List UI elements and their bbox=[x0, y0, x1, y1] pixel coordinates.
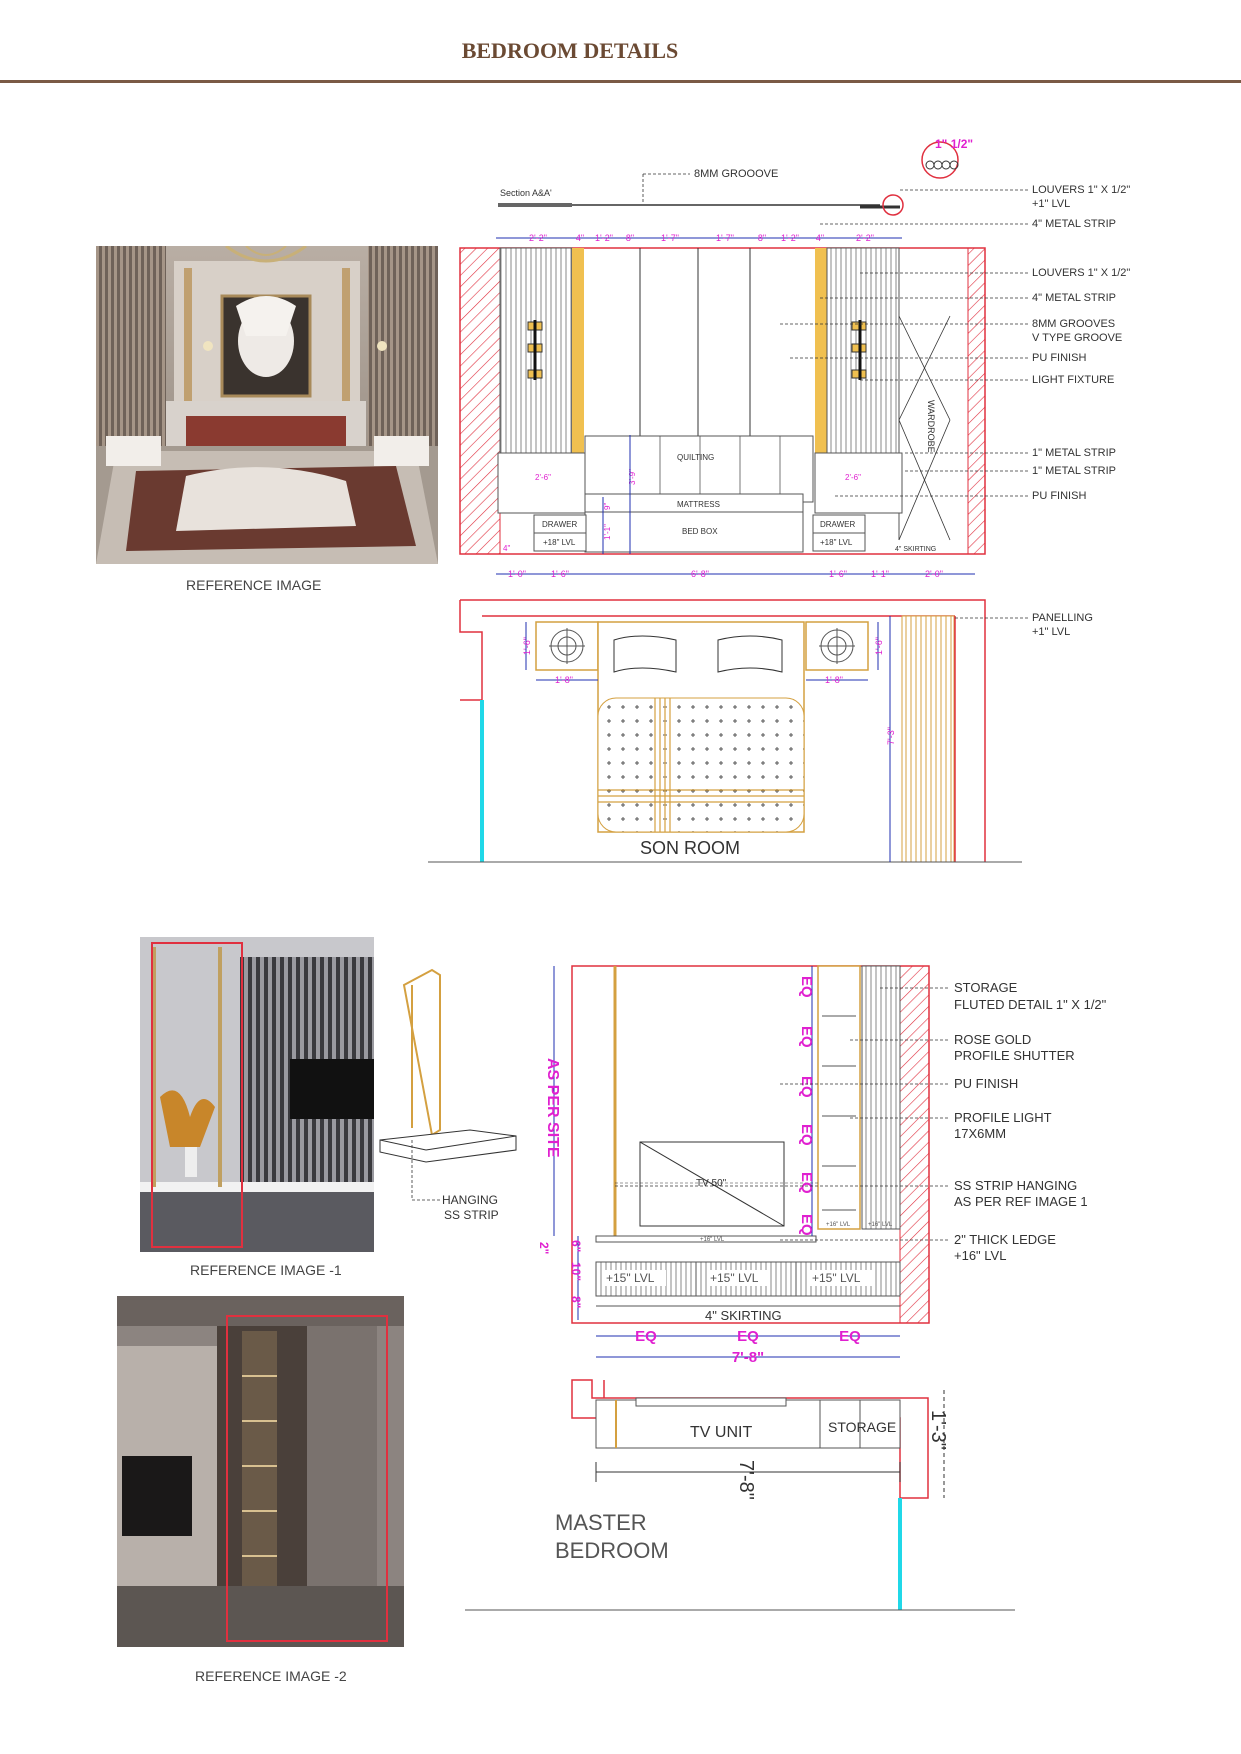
lvl-left-label: +18" LVL bbox=[543, 538, 576, 547]
section-label: Section A&A' bbox=[500, 188, 552, 198]
mattress-label: MATTRESS bbox=[677, 500, 720, 509]
svg-text:PANELLING: PANELLING bbox=[1032, 612, 1093, 624]
svg-text:AS PER REF IMAGE 1: AS PER REF IMAGE 1 bbox=[954, 1194, 1088, 1209]
svg-text:LOUVERS 1" X 1/2": LOUVERS 1" X 1/2" bbox=[1032, 267, 1131, 279]
son-room-elevation bbox=[460, 137, 1130, 579]
son-room-plan bbox=[428, 600, 1093, 862]
svg-text:4": 4" bbox=[815, 233, 825, 243]
quilting-label: QUILTING bbox=[677, 453, 715, 462]
svg-text:PROFILE LIGHT: PROFILE LIGHT bbox=[954, 1110, 1052, 1125]
svg-text:SS STRIP HANGING: SS STRIP HANGING bbox=[954, 1178, 1078, 1193]
svg-text:8": 8" bbox=[625, 233, 635, 243]
lvl-cell-2: +15" LVL bbox=[710, 1271, 759, 1285]
small-lvl-2: +16" LVL bbox=[868, 1222, 893, 1228]
eq-h-3: EQ bbox=[839, 1328, 861, 1345]
dim-box: 1'-1" bbox=[603, 524, 612, 540]
svg-text:2" THICK LEDGE: 2" THICK LEDGE bbox=[954, 1232, 1056, 1247]
svg-text:+16" LVL: +16" LVL bbox=[954, 1248, 1007, 1263]
plan-dim-wardrobe: 7'-3" bbox=[886, 727, 896, 745]
ledge-lvl-small: +16" LVL bbox=[700, 1237, 725, 1243]
plan-depth-dim: 1'-3" bbox=[927, 1410, 949, 1450]
master-skirting: 4" SKIRTING bbox=[705, 1308, 782, 1323]
svg-text:1'-6": 1'-6" bbox=[551, 569, 569, 579]
dim-side-right: 2'-6" bbox=[845, 473, 861, 482]
svg-text:1'-0": 1'-0" bbox=[508, 569, 526, 579]
dim-skirt: 4" bbox=[503, 544, 511, 553]
svg-text:4" METAL STRIP: 4" METAL STRIP bbox=[1032, 292, 1116, 304]
master-label-1: MASTER bbox=[555, 1510, 647, 1535]
eq-v-3: EQ bbox=[798, 1076, 815, 1098]
wardrobe-label: WARDROBE bbox=[926, 400, 936, 453]
svg-text:LOUVERS 1" X 1/2": LOUVERS 1" X 1/2" bbox=[1032, 184, 1131, 196]
svg-text:2'-2": 2'-2" bbox=[529, 233, 547, 243]
svg-text:V TYPE GROOVE: V TYPE GROOVE bbox=[1032, 332, 1123, 344]
svg-text:LIGHT FIXTURE: LIGHT FIXTURE bbox=[1032, 374, 1115, 386]
plan-callouts bbox=[1032, 612, 1093, 638]
svg-text:2'-0": 2'-0" bbox=[925, 569, 943, 579]
top-groove-note: 8MM GROOOVE bbox=[694, 168, 779, 180]
svg-text:4": 4" bbox=[575, 233, 585, 243]
svg-text:17X6MM: 17X6MM bbox=[954, 1126, 1007, 1141]
hanging-callout-1: HANGING bbox=[442, 1193, 499, 1207]
svg-text:FLUTED DETAIL 1" X 1/2": FLUTED DETAIL 1" X 1/2" bbox=[954, 997, 1107, 1012]
height-label: AS PER SITE bbox=[544, 1058, 561, 1158]
son-room-label: SON ROOM bbox=[640, 838, 741, 858]
left-dim-8: 8" bbox=[569, 1296, 583, 1309]
svg-text:+1" LVL: +1" LVL bbox=[1032, 626, 1071, 638]
eq-v-4: EQ bbox=[798, 1124, 815, 1146]
svg-text:1'-1": 1'-1" bbox=[871, 569, 889, 579]
reference-image-1-caption: REFERENCE IMAGE -1 bbox=[190, 1262, 342, 1278]
eq-v-6: EQ bbox=[798, 1214, 815, 1236]
svg-text:1'-6": 1'-6" bbox=[829, 569, 847, 579]
svg-text:4" METAL STRIP: 4" METAL STRIP bbox=[1032, 218, 1116, 230]
lvl-cell-1: +15" LVL bbox=[606, 1271, 655, 1285]
svg-text:8": 8" bbox=[757, 233, 767, 243]
plan-dim-d-left: 1'-6" bbox=[522, 637, 532, 655]
storage-label: STORAGE bbox=[828, 1419, 897, 1435]
svg-text:1'-7": 1'-7" bbox=[716, 233, 734, 243]
svg-text:1'-2": 1'-2" bbox=[595, 233, 613, 243]
svg-text:2'-2": 2'-2" bbox=[856, 233, 874, 243]
hanging-callout-2: SS STRIP bbox=[444, 1208, 499, 1222]
svg-text:1" METAL STRIP: 1" METAL STRIP bbox=[1032, 465, 1116, 477]
master-elevation bbox=[537, 966, 1107, 1366]
louver-detail-dim: 1" 1/2" bbox=[935, 137, 974, 151]
svg-text:1'-7": 1'-7" bbox=[661, 233, 679, 243]
svg-text:PU FINISH: PU FINISH bbox=[1032, 352, 1087, 364]
svg-text:1'-2": 1'-2" bbox=[781, 233, 799, 243]
left-dim-6: 6" bbox=[569, 1240, 583, 1253]
svg-text:8MM GROOVES: 8MM GROOVES bbox=[1032, 318, 1116, 330]
lvl-cell-3: +15" LVL bbox=[812, 1271, 861, 1285]
svg-text:PU FINISH: PU FINISH bbox=[954, 1076, 1019, 1091]
bed-box-label: BED BOX bbox=[682, 527, 718, 536]
drawer-right-label: DRAWER bbox=[820, 520, 856, 529]
svg-text:1" METAL STRIP: 1" METAL STRIP bbox=[1032, 447, 1116, 459]
plan-dim-w-left: 1'-8" bbox=[555, 675, 573, 685]
left-dim-10: 10" bbox=[569, 1262, 583, 1282]
master-width-dim: 7'-8" bbox=[731, 1349, 765, 1366]
hanging-strip-sketch bbox=[380, 970, 516, 1222]
reference-image-2-caption: REFERENCE IMAGE -2 bbox=[195, 1668, 347, 1684]
plan-width-dim: 7'-8" bbox=[735, 1460, 757, 1500]
dim-bed-height: 3'-9" bbox=[628, 469, 637, 485]
page-title: BEDROOM DETAILS bbox=[461, 38, 679, 63]
small-lvl-1: +16" LVL bbox=[826, 1222, 851, 1228]
master-callouts bbox=[954, 980, 1107, 1263]
plan-dim-d-right: 1'-6" bbox=[874, 637, 884, 655]
eq-h-2: EQ bbox=[737, 1328, 759, 1345]
eq-v-5: EQ bbox=[798, 1172, 815, 1194]
svg-text:ROSE GOLD: ROSE GOLD bbox=[954, 1032, 1032, 1047]
svg-text:PU FINISH: PU FINISH bbox=[1032, 490, 1087, 502]
svg-text:6'-8": 6'-8" bbox=[691, 569, 709, 579]
eq-v-1: EQ bbox=[798, 976, 815, 998]
left-dim-2: 2" bbox=[537, 1242, 551, 1255]
master-plan bbox=[465, 1380, 1015, 1610]
plan-dim-w-right: 1'-8" bbox=[825, 675, 843, 685]
tv-label: TV 50" bbox=[696, 1178, 727, 1189]
master-label-2: BEDROOM bbox=[555, 1538, 669, 1563]
dim-side-left: 2'-6" bbox=[535, 473, 551, 482]
reference-image-caption: REFERENCE IMAGE bbox=[186, 577, 322, 593]
skirting-label: 4" SKIRTING bbox=[895, 546, 937, 553]
eq-v-2: EQ bbox=[798, 1026, 815, 1048]
drawer-left-label: DRAWER bbox=[542, 520, 578, 529]
svg-text:+1" LVL: +1" LVL bbox=[1032, 198, 1071, 210]
son-room-callouts bbox=[1032, 184, 1130, 502]
svg-text:PROFILE SHUTTER: PROFILE SHUTTER bbox=[954, 1048, 1075, 1063]
svg-text:STORAGE: STORAGE bbox=[954, 980, 1018, 995]
tv-unit-label: TV UNIT bbox=[690, 1424, 753, 1441]
lvl-right-label: +18" LVL bbox=[820, 538, 853, 547]
eq-h-1: EQ bbox=[635, 1328, 657, 1345]
dim-mattress: 9" bbox=[603, 502, 612, 510]
